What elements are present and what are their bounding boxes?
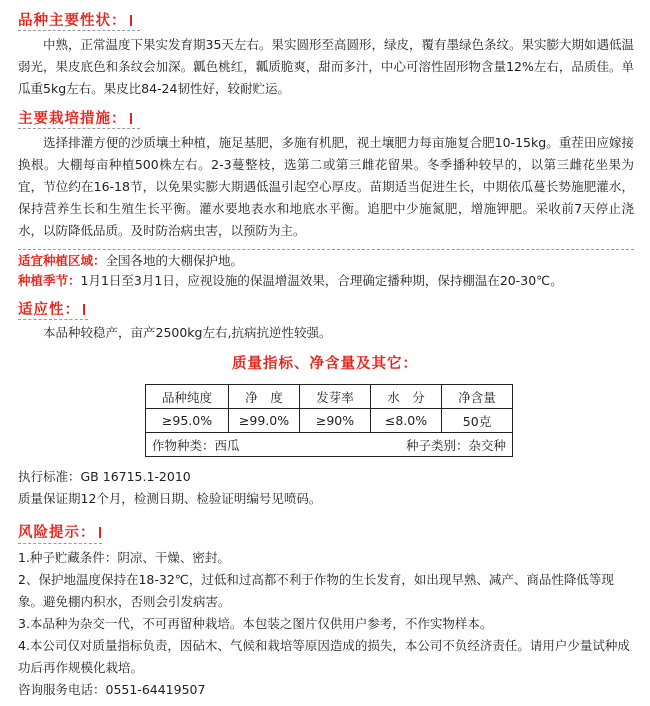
quality-header-row xyxy=(146,385,513,409)
quality-header-cell: 净 度 xyxy=(229,385,300,409)
quality-value-row xyxy=(146,409,513,433)
adaptability-divider xyxy=(18,319,88,320)
risk-item: 2、保护地温度保持在18-32℃，过低和过高都不利于作物的生长发育，如出现早熟、减产、商品性降低等现象。避免棚内积水，否则会引发病害。 xyxy=(18,572,614,609)
region-text: 全国各地的大棚保护地。 xyxy=(105,253,244,268)
hotline: 咨询服务电话：0551-64419507 xyxy=(18,682,206,697)
warranty-line: 质量保证期12个月，检测日期、检验证明编号见喷码。 xyxy=(18,491,322,506)
quality-type-row xyxy=(146,433,513,457)
quality-value-cell: ≥95.0% xyxy=(146,409,229,433)
cultivation-divider xyxy=(18,128,140,129)
quality-header-cell: 品种纯度 xyxy=(146,385,229,409)
characteristics-divider xyxy=(18,30,140,31)
region-divider xyxy=(18,249,634,250)
season-label: 种植季节： xyxy=(18,273,81,288)
standard-line: 执行标准：GB 16715.1-2010 xyxy=(18,469,191,484)
quality-value-cell: ≥99.0% xyxy=(229,409,300,433)
heading-tick-icon xyxy=(130,113,132,124)
season-text: 1月1日至3月1日，应视设施的保温增温效果，合理确定播种期，保持棚温在20-30℃。 xyxy=(80,273,563,288)
cultivation-heading xyxy=(18,107,132,128)
cultivation-text: 选择排灌方便的沙质壤土种植，施足基肥，多施有机肥，视土壤肥力每亩施复合肥10-15kg。重茬田应嫁接换根。大棚每亩种植500株左右。2-3蔓整枝，选第二或第三雌花留果。冬季播种较早的，以第三雌花坐果为宜，节位约在16-18节，以免果实膨大期遇低温引起空心厚皮。苗期适当促进生长，中期依瓜蔓长势施肥灌水，保持营养生长和生殖生长平衡。灌水要地表水和地底水平衡。追肥中少施氮肥，增施钾肥。采收前7天停止浇水，以防降低品质。及时防治病虫害，以预防为主。 xyxy=(18,135,634,238)
heading-tick-icon xyxy=(99,527,101,538)
risk-heading xyxy=(18,521,101,542)
characteristics-text: 中熟，正常温度下果实发育期35天左右。果实圆形至高圆形，绿皮，覆有墨绿色条纹。果实膨大期如遇低温弱光，果皮底色和条纹会加深。瓤色桃红，瓤质脆爽，甜而多汁，中心可溶性固形物含量12%左右，品质佳。单瓜重5kg左右。果皮比84-24韧性好，较耐贮运。 xyxy=(18,37,634,96)
heading-tick-icon xyxy=(130,15,132,26)
seed-type-cell: 种子类别：杂交种 xyxy=(300,433,513,457)
quality-value-cell: ≤8.0% xyxy=(371,409,442,433)
region-row xyxy=(18,251,243,271)
region-label: 适宜种植区域： xyxy=(18,253,106,268)
risk-title: 风险提示： xyxy=(18,525,96,541)
quality-header-cell: 水 分 xyxy=(371,385,442,409)
risk-item: 1.种子贮藏条件：阴凉、干燥、密封。 xyxy=(18,550,230,565)
adaptability-heading xyxy=(18,298,85,319)
risk-divider xyxy=(18,543,102,544)
quality-value-cell: 50克 xyxy=(442,409,513,433)
quality-table xyxy=(145,384,513,457)
risk-item: 3.本品种为杂交一代，不可再留种栽培。本包装之图片仅供用户参考，不作实物样本。 xyxy=(18,616,493,631)
characteristics-heading xyxy=(18,9,132,30)
quality-title: 质量指标、净含量及其它： xyxy=(232,356,418,372)
cultivation-title: 主要栽培措施： xyxy=(18,111,127,127)
risk-item: 4.本公司仅对质量指标负责，因砧木、气候和栽培等原因造成的损失，本公司不负经济责任。请用户少量试种成功后再作规模化栽培。 xyxy=(18,638,630,675)
quality-header-cell: 净含量 xyxy=(442,385,513,409)
quality-header-cell: 发芽率 xyxy=(300,385,371,409)
adaptability-title: 适应性： xyxy=(18,302,80,318)
characteristics-title: 品种主要性状： xyxy=(18,13,127,29)
heading-tick-icon xyxy=(83,304,85,315)
adaptability-text: 本品种较稳产，亩产2500kg左右,抗病抗逆性较强。 xyxy=(43,325,332,340)
risk-list xyxy=(18,547,634,701)
crop-type-cell: 作物种类：西瓜 xyxy=(146,433,300,457)
quality-value-cell: ≥90% xyxy=(300,409,371,433)
season-row xyxy=(18,271,563,291)
